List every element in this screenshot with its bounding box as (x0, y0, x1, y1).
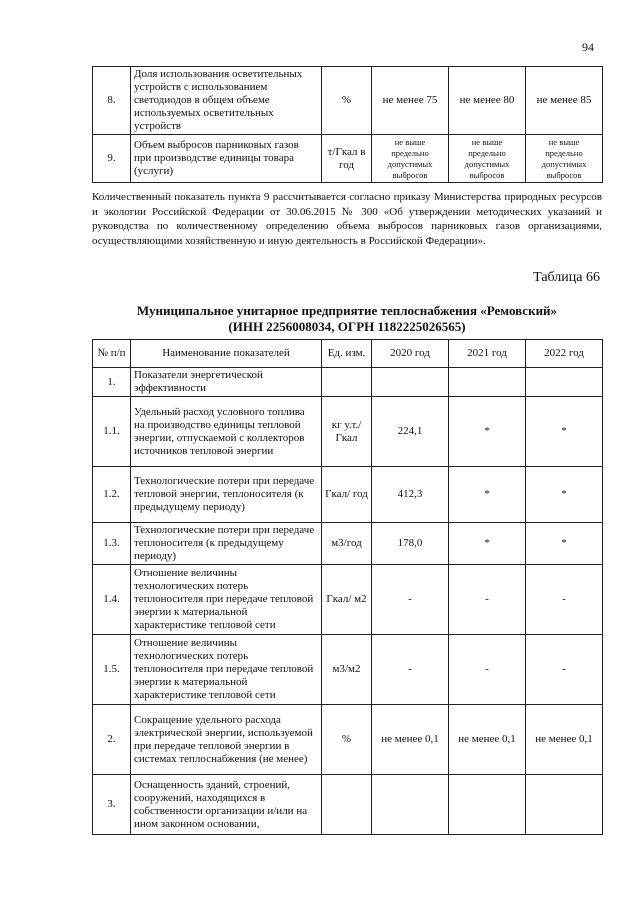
continued-indicators-table (92, 66, 603, 183)
table-row (93, 523, 603, 565)
value-2022: не менее 85 (526, 67, 603, 135)
value-2020: не менее 75 (372, 67, 449, 135)
value-2020: 412,3 (372, 467, 449, 523)
value-2022: - (526, 565, 603, 635)
value-2021: не выше предельно допустимых выбросов (449, 135, 526, 183)
row-number: 1.5. (93, 635, 131, 705)
value-2020: - (372, 635, 449, 705)
value-2021 (449, 775, 526, 835)
unit-cell (322, 775, 372, 835)
table-title (92, 303, 602, 335)
table-row (93, 635, 603, 705)
page-number: 94 (582, 40, 594, 54)
table-row (93, 705, 603, 775)
indicator-name: Отношение величины технологических потерь теплоносителя при передаче тепловой энергии к материальной характеристике тепловой сети (131, 635, 322, 705)
table-row (93, 565, 603, 635)
row-number: 2. (93, 705, 131, 775)
header-unit: Ед. изм. (322, 340, 372, 368)
header-2022: 2022 год (526, 340, 603, 368)
value-2022: не менее 0,1 (526, 705, 603, 775)
unit-cell: кг у.т./ Гкал (322, 397, 372, 467)
value-2020: не выше предельно допустимых выбросов (372, 135, 449, 183)
table-row (93, 67, 603, 135)
value-2021: не менее 0,1 (449, 705, 526, 775)
unit-cell: Гкал/ м2 (322, 565, 372, 635)
table-row (93, 135, 603, 183)
header-name: Наименование показателей (131, 340, 322, 368)
header-2021: 2021 год (449, 340, 526, 368)
row-number: 1.3. (93, 523, 131, 565)
table-row (93, 397, 603, 467)
value-2022: * (526, 523, 603, 565)
value-2020: не менее 0,1 (372, 705, 449, 775)
row-number: 9. (93, 135, 131, 183)
indicator-name: Показатели энергетической эффективности (131, 368, 322, 397)
value-2022: * (526, 397, 603, 467)
table-label: Таблица 66 (533, 270, 600, 285)
table-row (93, 368, 603, 397)
indicator-name: Отношение величины технологических потерь теплоносителя при передаче тепловой энергии к материальной характеристике тепловой сети (131, 565, 322, 635)
row-number: 1.4. (93, 565, 131, 635)
value-2021: - (449, 565, 526, 635)
value-2020 (372, 775, 449, 835)
header-row (93, 340, 603, 368)
value-2020: 224,1 (372, 397, 449, 467)
indicator-name: Технологические потери при передаче теплоносителя (к предыдущему периоду) (131, 523, 322, 565)
calculation-note: Количественный показатель пункта 9 рассчитывается согласно приказу Министерства природных ресурсов и экологии Российской Федерации от 30.06.2015 № 300 «Об утверждении методических указаний и руководства по количественному определению объема выбросов парниковых газов организациями, осуществляющими хозяйственную и иную деятельность в Российской Федерации». (92, 191, 602, 247)
company-name: Муниципальное унитарное предприятие теплоснабжения «Ремовский» (136, 303, 558, 318)
unit-cell: м3/год (322, 523, 372, 565)
value-2021 (449, 368, 526, 397)
indicator-name: Оснащенность зданий, строений, сооружений, находящихся в собственности организации и/или на ином законном основании, (131, 775, 322, 835)
unit-cell: т/Гкал в год (322, 135, 372, 183)
row-number: 1. (93, 368, 131, 397)
header-2020: 2020 год (372, 340, 449, 368)
value-2020: 178,0 (372, 523, 449, 565)
indicator-name: Удельный расход условного топлива на производство единицы тепловой энергии, отпускаемой с коллекторов источников тепловой энергии (131, 397, 322, 467)
company-registration: (ИНН 2256008034, ОГРН 1182225026565) (228, 319, 466, 334)
value-2021: * (449, 467, 526, 523)
unit-cell: % (322, 705, 372, 775)
value-2022 (526, 368, 603, 397)
indicator-name: Сокращение удельного расхода электрической энергии, используемой при передаче тепловой энергии в системах теплоснабжения (не менее) (131, 705, 322, 775)
indicator-name: Доля использования осветительных устройств с использованием светодиодов в общем объеме используемых осветительных устройств (131, 67, 322, 135)
unit-cell: м3/м2 (322, 635, 372, 705)
unit-cell: % (322, 67, 372, 135)
value-2021: не менее 80 (449, 67, 526, 135)
row-number: 8. (93, 67, 131, 135)
table-row (93, 467, 603, 523)
row-number: 3. (93, 775, 131, 835)
value-2022: - (526, 635, 603, 705)
row-number: 1.1. (93, 397, 131, 467)
value-2021: * (449, 523, 526, 565)
indicator-name: Технологические потери при передаче тепловой энергии, теплоносителя (к предыдущему периоду) (131, 467, 322, 523)
value-2020 (372, 368, 449, 397)
unit-cell (322, 368, 372, 397)
value-2022 (526, 775, 603, 835)
table-row (93, 775, 603, 835)
value-2022: не выше предельно допустимых выбросов (526, 135, 603, 183)
unit-cell: Гкал/ год (322, 467, 372, 523)
row-number: 1.2. (93, 467, 131, 523)
indicators-table (92, 339, 603, 835)
header-num: № п/п (93, 340, 131, 368)
value-2020: - (372, 565, 449, 635)
value-2021: * (449, 397, 526, 467)
value-2021: - (449, 635, 526, 705)
indicator-name: Объем выбросов парниковых газов при производстве единицы товара (услуги) (131, 135, 322, 183)
value-2022: * (526, 467, 603, 523)
